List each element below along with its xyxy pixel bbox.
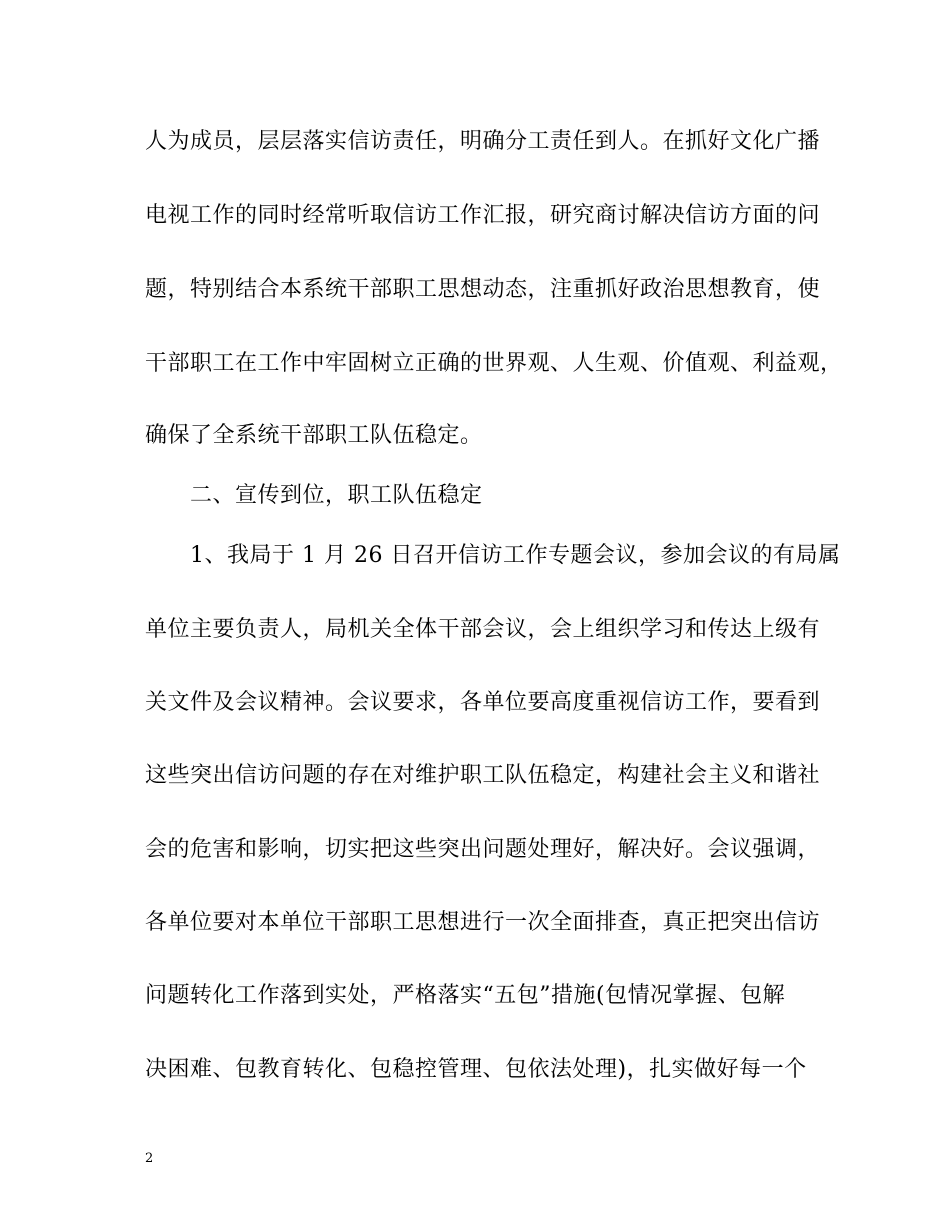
paragraph-line: 单位主要负责人，局机关全体干部会议，会上组织学习和传达上级有 xyxy=(145,617,821,642)
section-heading: 二、宣传到位，职工队伍稳定 xyxy=(190,483,483,508)
paragraph-line: 会的危害和影响，切实把这些突出问题处理好，解决好。会议强调， xyxy=(145,837,821,862)
paragraph-line: 决困难、包教育转化、包稳控管理、包依法处理)，扎实做好每一个 xyxy=(145,1057,807,1082)
paragraph-line: 干部职工在工作中牢固树立正确的世界观、人生观、价值观、利益观， xyxy=(145,351,843,376)
paragraph-line: 问题转化工作落到实处，严格落实“五包”措施(包情况掌握、包解 xyxy=(145,983,786,1008)
paragraph-line: 各单位要对本单位干部职工思想进行一次全面排查，真正把突出信访 xyxy=(145,910,821,935)
paragraph-line: 题，特别结合本系统干部职工思想动态，注重抓好政治思想教育，使 xyxy=(145,277,821,302)
paragraph-line: 1、我局于 1 月 26 日召开信访工作专题会议，参加会议的有局属 xyxy=(190,543,841,568)
paragraph-line: 人为成员，层层落实信访责任，明确分工责任到人。在抓好文化广播 xyxy=(145,129,821,154)
paragraph-line: 确保了全系统干部职工队伍稳定。 xyxy=(145,423,483,448)
page-number: 2 xyxy=(145,1151,154,1166)
paragraph-line: 这些突出信访问题的存在对维护职工队伍稳定，构建社会主义和谐社 xyxy=(145,763,821,788)
paragraph-line: 关文件及会议精神。会议要求，各单位要高度重视信访工作，要看到 xyxy=(145,690,821,715)
paragraph-line: 电视工作的同时经常听取信访工作汇报，研究商讨解决信访方面的问 xyxy=(145,203,821,228)
